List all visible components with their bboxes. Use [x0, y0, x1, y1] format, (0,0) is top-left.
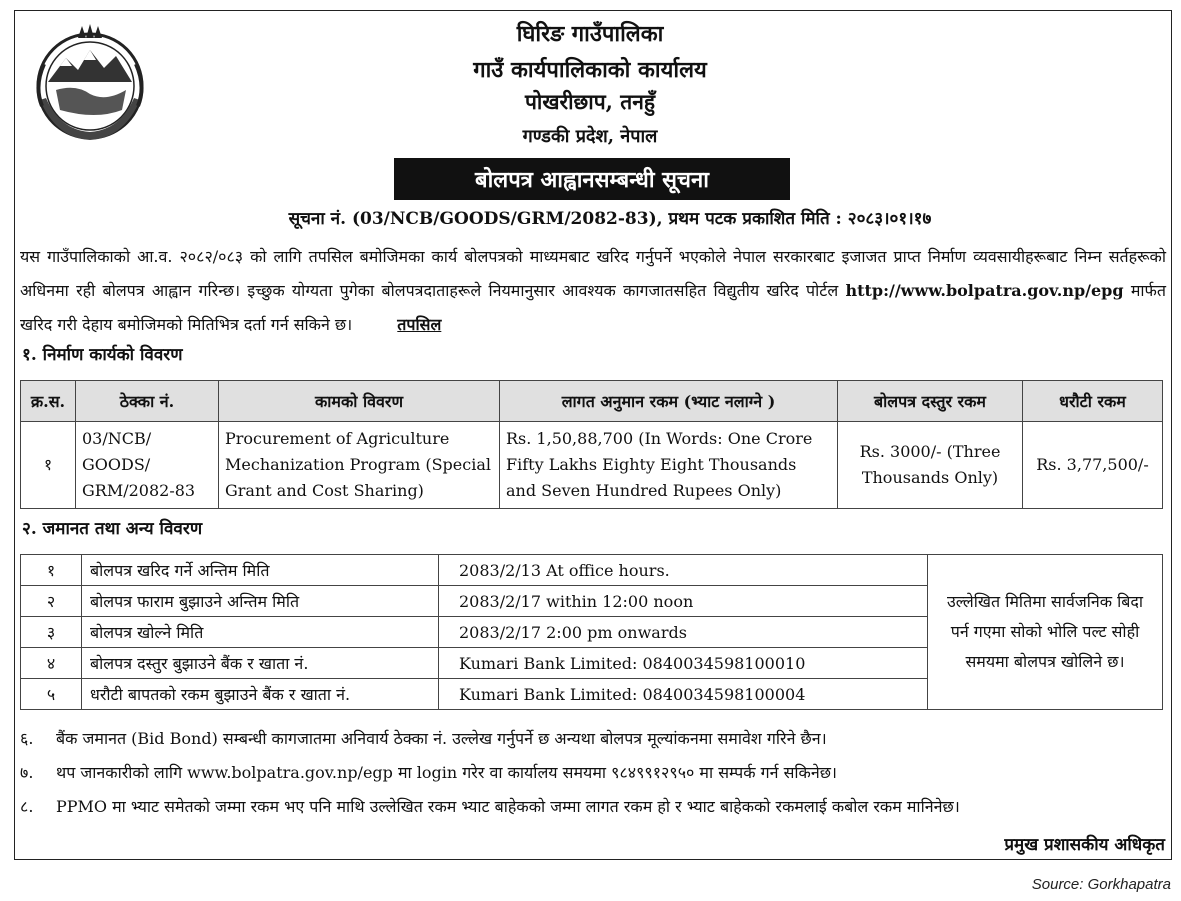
cell-sn: १	[21, 555, 82, 586]
section2-title: २. जमानत तथा अन्य विवरण	[22, 519, 203, 539]
col-fee: बोलपत्र दस्तुर रकम	[838, 381, 1023, 422]
cell-fee: Rs. 3000/- (Three Thousands Only)	[838, 422, 1023, 509]
additional-points	[20, 722, 1170, 824]
notice-banner: बोलपत्र आह्वानसम्बन्धी सूचना	[394, 158, 790, 200]
source-credit: Source: Gorkhapatra	[1031, 876, 1171, 893]
point-number: ६.	[20, 729, 34, 748]
col-contract: ठेक्का नं.	[76, 381, 219, 422]
cell-label: बोलपत्र दस्तुर बुझाउने बैंक र खाता नं.	[82, 648, 439, 679]
cell-estimate: Rs. 1,50,88,700 (In Words: One Crore Fifty Lakhs Eighty Eight Thousands and Seven Hundred Rupees Only)	[500, 422, 838, 509]
work-details-table	[20, 380, 1163, 509]
bid-schedule-table	[20, 554, 1163, 710]
table-row	[21, 555, 1163, 586]
cell-label: बोलपत्र फाराम बुझाउने अन्तिम मिति	[82, 586, 439, 617]
holiday-note: उल्लेखित मितिमा सार्वजनिक बिदा पर्न गएमा सोको भोलि पल्ट सोही समयमा बोलपत्र खोलिने छ।	[928, 555, 1163, 710]
intro-paragraph	[20, 240, 1166, 342]
cell-deposit: Rs. 3,77,500/-	[1023, 422, 1163, 509]
province-country: गण्डकी प्रदेश, नेपाल	[522, 126, 658, 147]
point-text: बैंक जमानत (Bid Bond) सम्बन्धी कागजातमा अनिवार्य ठेक्का नं. उल्लेख गर्नुपर्ने छ अन्यथा बोलपत्र मूल्यांकनमा समावेश गरिने छैन।	[56, 729, 827, 748]
intro-text-1: यस गाउँपालिकाको आ.व. २०८२/०८३ को लागि तपसिल बमोजिमका कार्य बोलपत्रको माध्यमबाट खरिद गर्नुपर्ने भएकोले नेपाल सरकारबाट इजाजत प्राप्त निर्माण व्यवसायीहरूबाट निम्न सर्तहरूको अधिनमा रही बोलपत्र आह्वान गरिन्छ। इच्छुक योग्यता पुगेका बोलपत्रदाताहरूले नियमानुसार आवश्यक कागजातसहित विद्युतीय खरिद पोर्टल	[20, 247, 1166, 300]
col-deposit: धरौटी रकम	[1023, 381, 1163, 422]
nepal-emblem-icon	[26, 20, 154, 148]
cell-value: 2083/2/13 At office hours.	[439, 555, 928, 586]
office-name: गाउँ कार्यपालिकाको कार्यालय	[473, 57, 707, 83]
col-estimate: लागत अनुमान रकम (भ्याट नलाग्ने )	[500, 381, 838, 422]
signature-title: प्रमुख प्रशासकीय अधिकृत	[1004, 835, 1165, 855]
cell-label: बोलपत्र खरिद गर्ने अन्तिम मिति	[82, 555, 439, 586]
table-header-row	[21, 381, 1163, 422]
cell-label: धरौटी बापतको रकम बुझाउने बैंक र खाता नं.	[82, 679, 439, 710]
col-description: कामको विवरण	[219, 381, 500, 422]
cell-value: Kumari Bank Limited: 0840034598100004	[439, 679, 928, 710]
list-item	[20, 756, 1170, 790]
portal-url[interactable]: http://www.bolpatra.gov.np/epg	[845, 281, 1124, 300]
intro-text-2: मार्फत खरिद गरी देहाय बमोजिमको मितिभित्र दर्ता गर्न सकिने छ।	[20, 281, 1166, 334]
col-sn: क्र.स.	[21, 381, 76, 422]
cell-sn: ४	[21, 648, 82, 679]
point-number: ८.	[20, 797, 34, 816]
municipality-name: घिरिङ गाउँपालिका	[516, 21, 664, 47]
office-location: पोखरीछाप, तनहुँ	[524, 89, 656, 114]
cell-sn: १	[21, 422, 76, 509]
section1-title: १. निर्माण कार्यको विवरण	[22, 345, 183, 365]
cell-description: Procurement of Agriculture Mechanization Program (Special Grant and Cost Sharing)	[219, 422, 500, 509]
cell-value: 2083/2/17 within 12:00 noon	[439, 586, 928, 617]
point-text: PPMO मा भ्याट समेतको जम्मा रकम भए पनि माथि उल्लेखित रकम भ्याट बाहेकको जम्मा लागत रकम हो र भ्याट बाहेकको रकमलाई कबोल रकम मानिनेछ।	[56, 797, 960, 816]
point-text: थप जानकारीको लागि www.bolpatra.gov.np/egp मा login गरेर वा कार्यालय समयमा ९८४९९१२९५० मा सम्पर्क गर्न सकिनेछ।	[56, 763, 837, 782]
cell-value: Kumari Bank Limited: 0840034598100010	[439, 648, 928, 679]
point-number: ७.	[20, 763, 34, 782]
cell-value: 2083/2/17 2:00 pm onwards	[439, 617, 928, 648]
list-item	[20, 790, 1170, 824]
cell-contract: 03/NCB/ GOODS/ GRM/2082-83	[76, 422, 219, 509]
list-item	[20, 722, 1170, 756]
cell-sn: ३	[21, 617, 82, 648]
cell-sn: ५	[21, 679, 82, 710]
cell-sn: २	[21, 586, 82, 617]
tapsil-heading: तपसिल	[397, 315, 442, 334]
table-row	[21, 422, 1163, 509]
notice-number-line: सूचना नं. (03/NCB/GOODS/GRM/2082-83), प्रथम पटक प्रकाशित मिति : २०८३।०१।१७	[288, 209, 932, 229]
cell-label: बोलपत्र खोल्ने मिति	[82, 617, 439, 648]
